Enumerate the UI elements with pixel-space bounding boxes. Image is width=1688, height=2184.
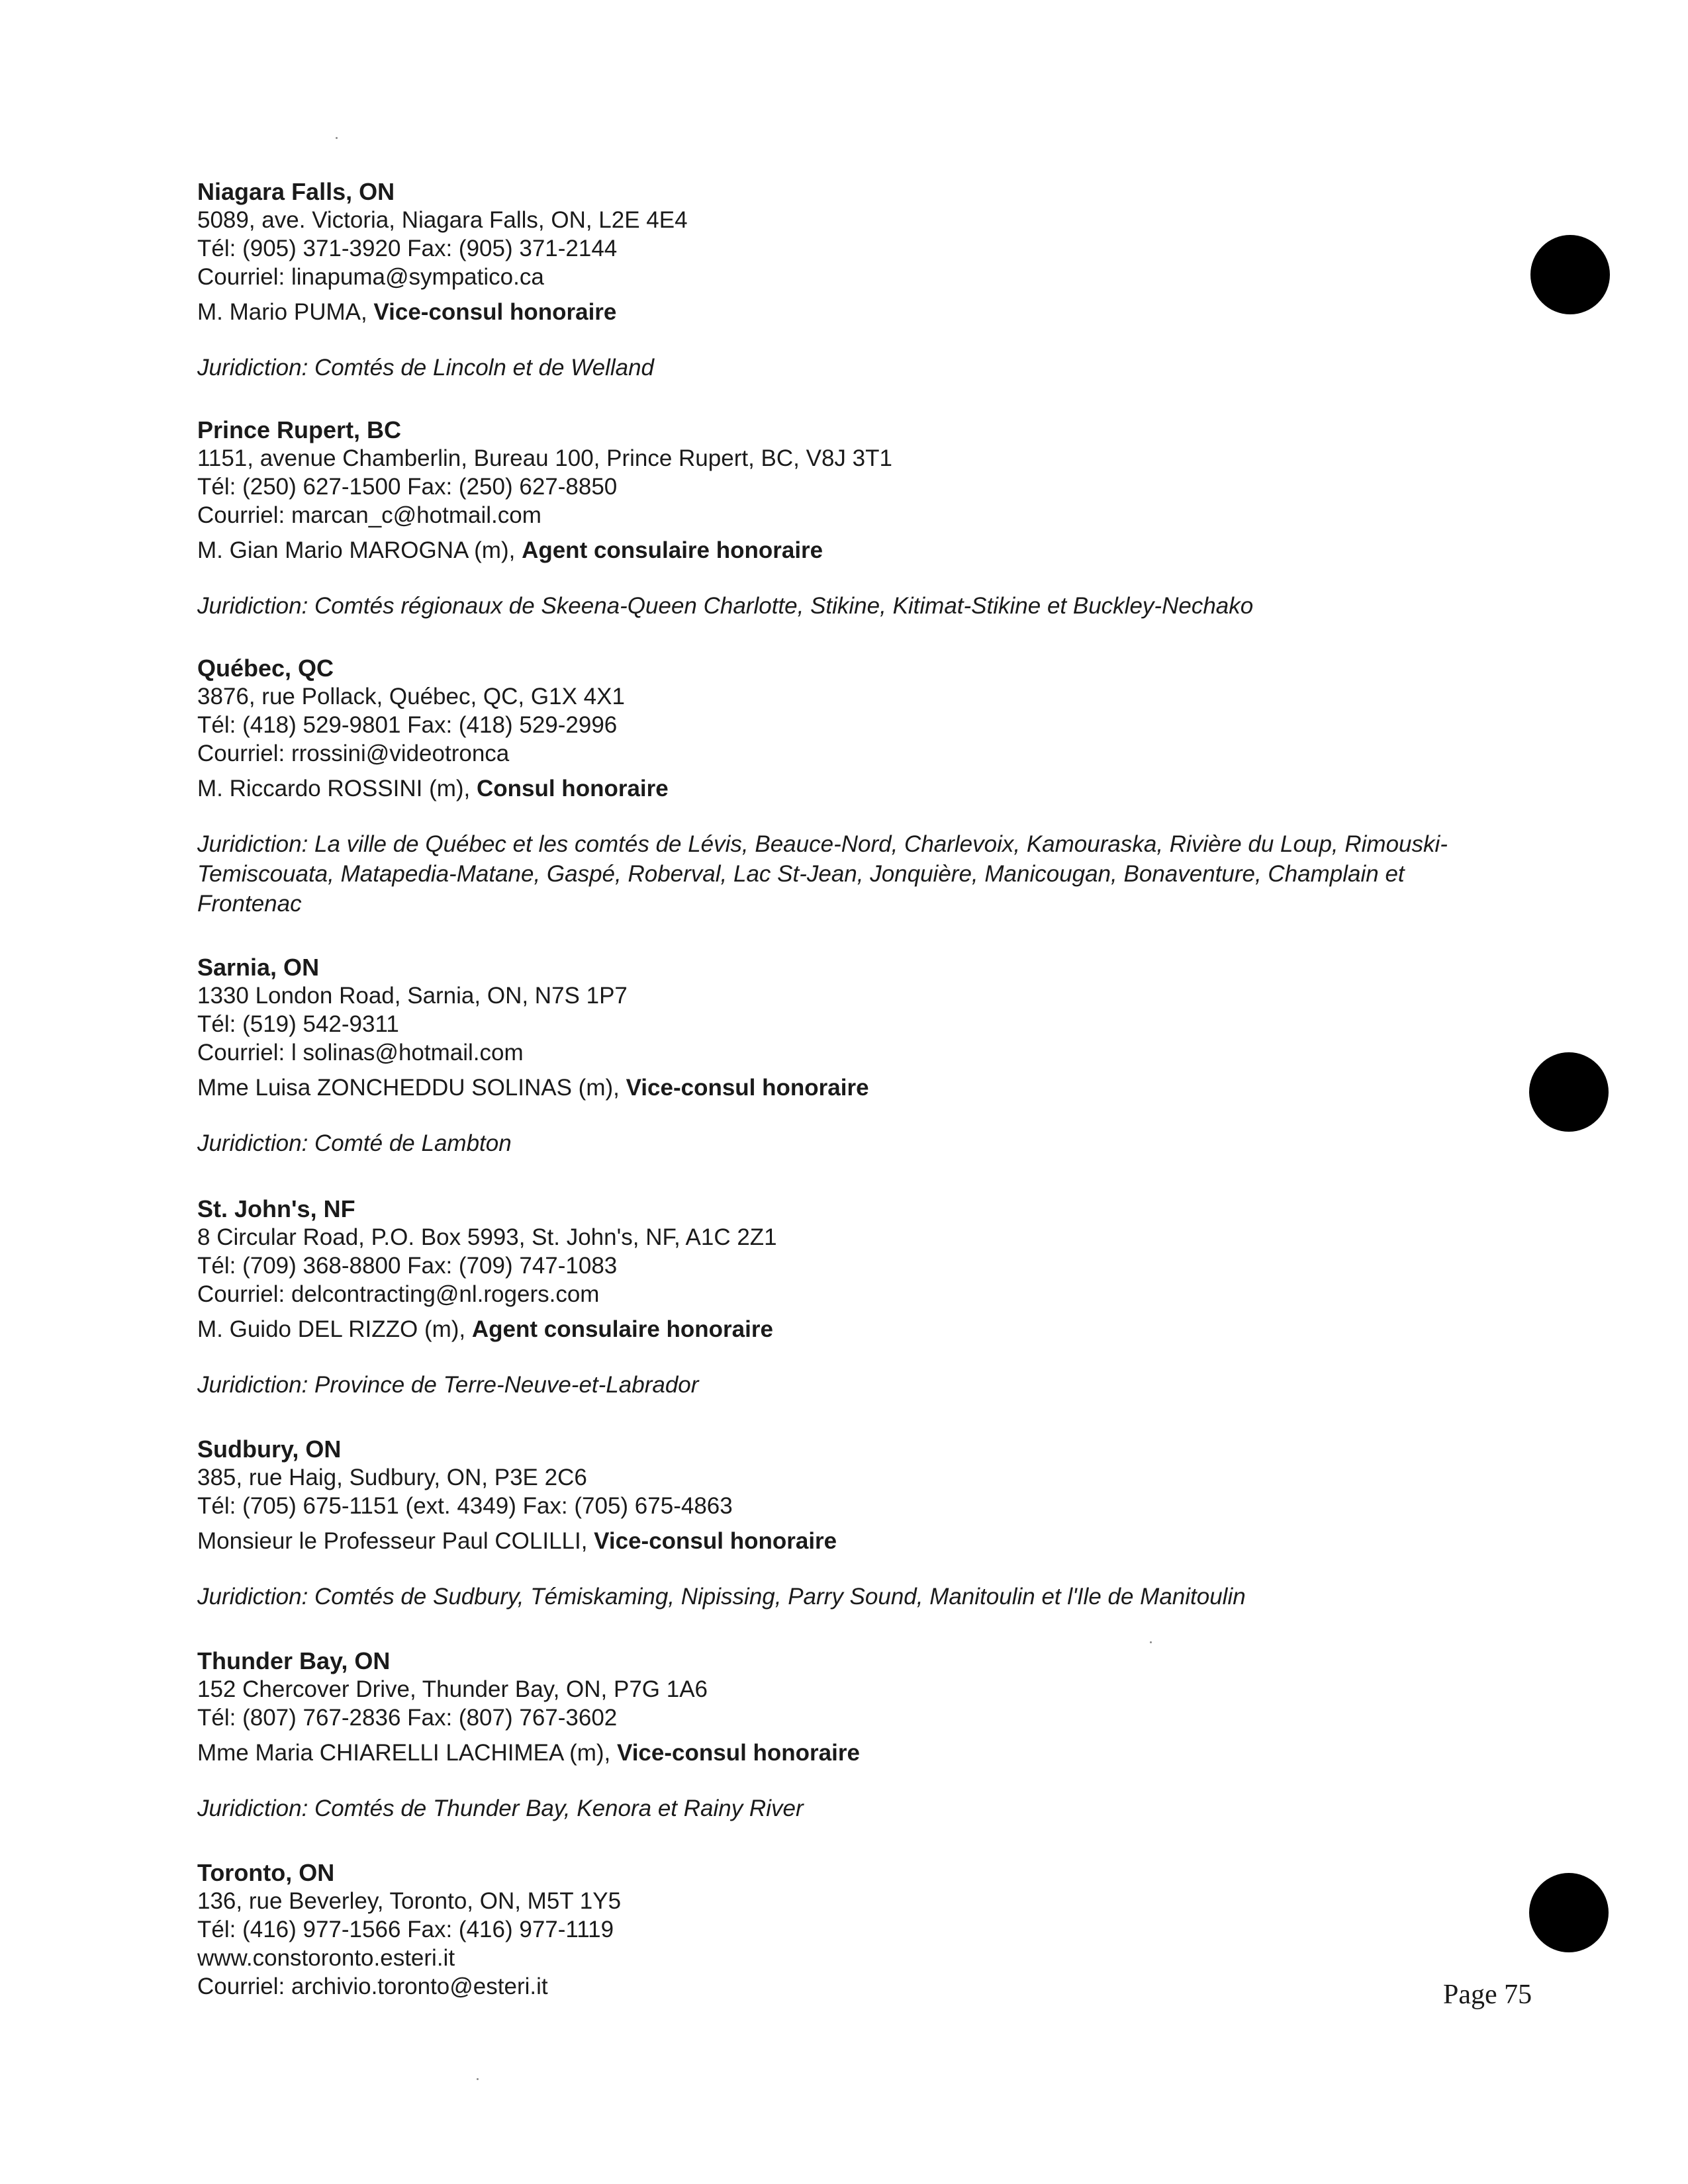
city-heading: Sarnia, ON bbox=[197, 954, 320, 981]
contact-line bbox=[197, 1073, 1488, 1102]
email-line: Courriel: l solinas@hotmail.com bbox=[197, 1040, 524, 1066]
website-line: www.constoronto.esteri.it bbox=[197, 1945, 455, 1971]
phone-line: Tél: (709) 368-8800 Fax: (709) 747-1083 bbox=[197, 1253, 618, 1279]
consulate-entry-sudbury bbox=[197, 1435, 1488, 1612]
contact-title: Vice-consul honoraire bbox=[626, 1075, 869, 1101]
contact-name: Monsieur le Professeur Paul COLILLI, bbox=[197, 1528, 594, 1554]
city-heading: Prince Rupert, BC bbox=[197, 416, 402, 443]
email-line: Courriel: archivio.toronto@esteri.it bbox=[197, 1974, 548, 1999]
email-line: Courriel: delcontracting@nl.rogers.com bbox=[197, 1281, 600, 1307]
jurisdiction: Juridiction: La ville de Québec et les comtés de Lévis, Beauce-Nord, Charlevoix, Kamouraska, Rivière du Loup, Rimouski-Temiscouata, Matapedia-Matane, Gaspé, Roberval, Lac St-Jean, Jonquière, Manicougan, Bonaventure, Champlain et Frontenac bbox=[197, 831, 1448, 917]
jurisdiction: Juridiction: Comté de Lambton bbox=[197, 1130, 512, 1156]
page-number: Page 75 bbox=[1443, 1979, 1532, 2010]
address-line: 8 Circular Road, P.O. Box 5993, St. John's, NF, A1C 2Z1 bbox=[197, 1224, 777, 1250]
contact-name: Mme Luisa ZONCHEDDU SOLINAS (m), bbox=[197, 1075, 626, 1101]
contact-title: Agent consulaire honoraire bbox=[471, 1316, 773, 1342]
scan-speck bbox=[1150, 1641, 1152, 1643]
phone-line: Tél: (416) 977-1566 Fax: (416) 977-1119 bbox=[197, 1917, 614, 1942]
punch-hole-bottom bbox=[1529, 1873, 1609, 1952]
contact-line bbox=[197, 1315, 1488, 1343]
consulate-entry-toronto bbox=[197, 1858, 1488, 2001]
jurisdiction: Juridiction: Comtés régionaux de Skeena-Queen Charlotte, Stikine, Kitimat-Stikine et Buckley-Nechako bbox=[197, 593, 1254, 619]
consulate-entry-prince-rupert bbox=[197, 416, 1488, 621]
consulate-entry-thunder-bay bbox=[197, 1647, 1488, 1823]
address-line: 152 Chercover Drive, Thunder Bay, ON, P7G 1A6 bbox=[197, 1676, 708, 1702]
contact-name: M. Mario PUMA, bbox=[197, 299, 374, 325]
contact-name: M. Riccardo ROSSINI (m), bbox=[197, 776, 477, 801]
city-heading: St. John's, NF bbox=[197, 1195, 355, 1222]
address-line: 3876, rue Pollack, Québec, QC, G1X 4X1 bbox=[197, 684, 625, 709]
address-line: 1330 London Road, Sarnia, ON, N7S 1P7 bbox=[197, 983, 628, 1009]
contact-line bbox=[197, 774, 1488, 803]
scan-speck bbox=[477, 2078, 479, 2080]
city-heading: Québec, QC bbox=[197, 655, 334, 682]
email-line: Courriel: marcan_c@hotmail.com bbox=[197, 502, 541, 528]
email-line: Courriel: linapuma@sympatico.ca bbox=[197, 264, 544, 290]
phone-line: Tél: (250) 627-1500 Fax: (250) 627-8850 bbox=[197, 474, 618, 500]
contact-name: M. Guido DEL RIZZO (m), bbox=[197, 1316, 472, 1342]
city-heading: Niagara Falls, ON bbox=[197, 178, 395, 205]
city-heading: Thunder Bay, ON bbox=[197, 1647, 391, 1674]
contact-line bbox=[197, 1739, 1488, 1767]
address-line: 136, rue Beverley, Toronto, ON, M5T 1Y5 bbox=[197, 1888, 622, 1914]
contact-name: Mme Maria CHIARELLI LACHIMEA (m), bbox=[197, 1740, 617, 1766]
punch-hole-top bbox=[1530, 235, 1610, 314]
jurisdiction: Juridiction: Comtés de Lincoln et de Welland bbox=[197, 355, 655, 381]
contact-line bbox=[197, 1527, 1488, 1555]
jurisdiction: Juridiction: Comtés de Thunder Bay, Kenora et Rainy River bbox=[197, 1796, 804, 1821]
consulate-entry-quebec bbox=[197, 654, 1488, 919]
phone-line: Tél: (519) 542-9311 bbox=[197, 1011, 399, 1037]
consulate-entry-sarnia bbox=[197, 953, 1488, 1158]
phone-line: Tél: (705) 675-1151 (ext. 4349) Fax: (705) 675-4863 bbox=[197, 1493, 733, 1519]
contact-line bbox=[197, 298, 1488, 326]
phone-line: Tél: (807) 767-2836 Fax: (807) 767-3602 bbox=[197, 1705, 618, 1731]
address-line: 385, rue Haig, Sudbury, ON, P3E 2C6 bbox=[197, 1465, 587, 1490]
consulate-entry-st-johns bbox=[197, 1195, 1488, 1400]
contact-line bbox=[197, 536, 1488, 565]
contact-title: Agent consulaire honoraire bbox=[522, 537, 823, 563]
contact-title: Vice-consul honoraire bbox=[594, 1528, 837, 1554]
contact-title: Consul honoraire bbox=[476, 776, 669, 801]
punch-hole-middle bbox=[1529, 1052, 1609, 1132]
city-heading: Toronto, ON bbox=[197, 1859, 335, 1886]
contact-title: Vice-consul honoraire bbox=[617, 1740, 860, 1766]
contact-title: Vice-consul honoraire bbox=[373, 299, 617, 325]
jurisdiction: Juridiction: Province de Terre-Neuve-et-Labrador bbox=[197, 1372, 699, 1398]
address-line: 5089, ave. Victoria, Niagara Falls, ON, L2E 4E4 bbox=[197, 207, 688, 233]
phone-line: Tél: (905) 371-3920 Fax: (905) 371-2144 bbox=[197, 236, 618, 261]
contact-name: M. Gian Mario MAROGNA (m), bbox=[197, 537, 522, 563]
consulate-entry-niagara-falls bbox=[197, 177, 1488, 383]
city-heading: Sudbury, ON bbox=[197, 1435, 342, 1463]
address-line: 1151, avenue Chamberlin, Bureau 100, Prince Rupert, BC, V8J 3T1 bbox=[197, 445, 892, 471]
jurisdiction: Juridiction: Comtés de Sudbury, Témiskaming, Nipissing, Parry Sound, Manitoulin et l'Ile de Manitoulin bbox=[197, 1584, 1246, 1610]
email-line: Courriel: rrossini@videotronca bbox=[197, 741, 510, 766]
scan-speck bbox=[336, 137, 338, 139]
phone-line: Tél: (418) 529-9801 Fax: (418) 529-2996 bbox=[197, 712, 618, 738]
